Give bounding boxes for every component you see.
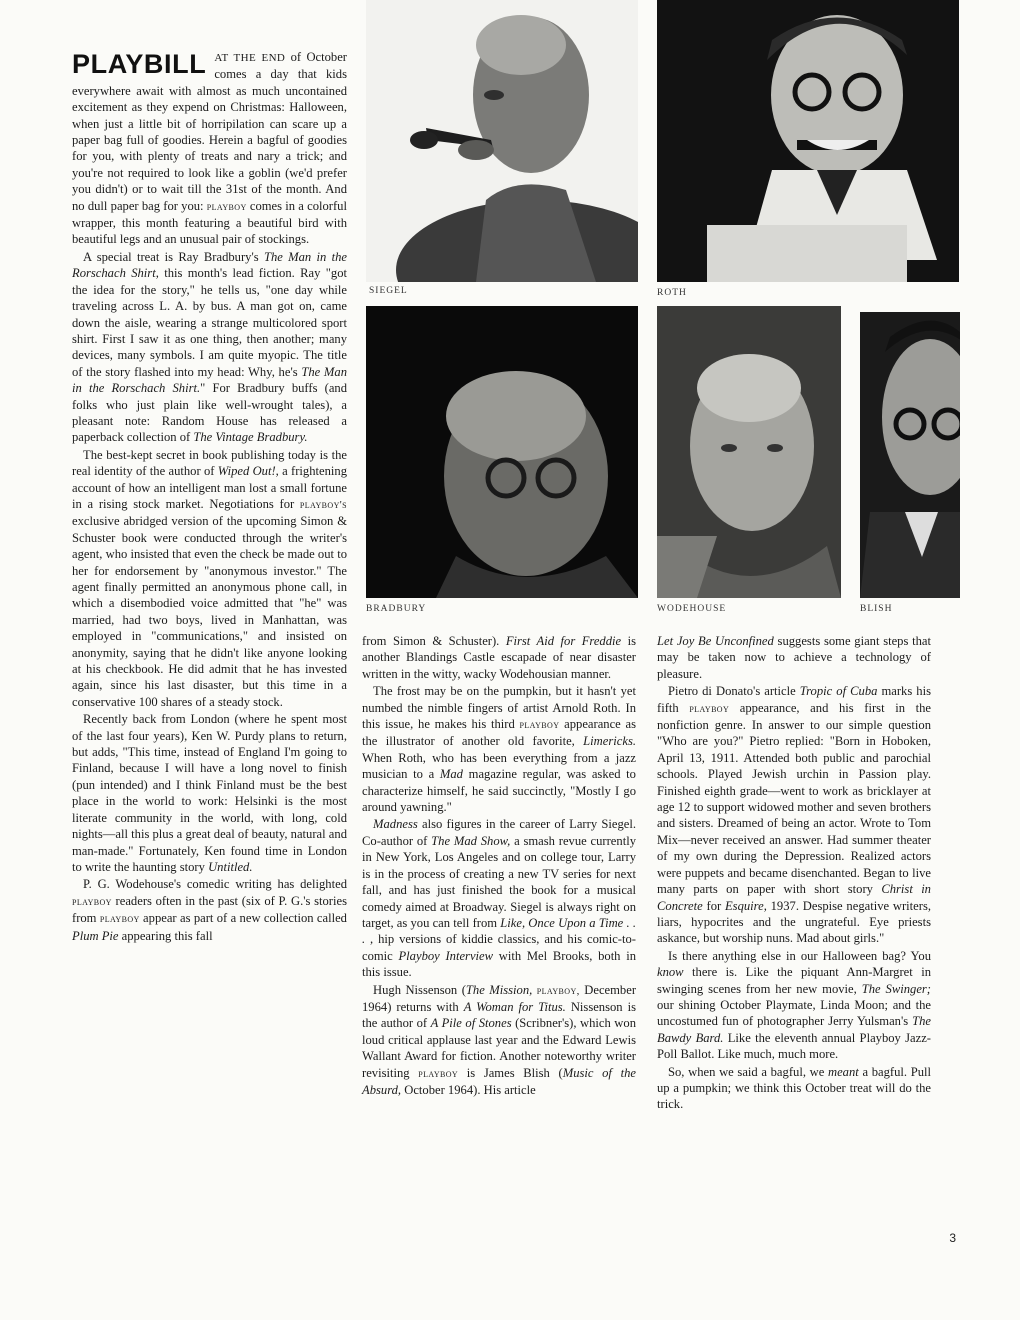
italic-title: The Mad Show, — [431, 833, 511, 848]
body-text: suggests some giant steps that may be taken now to achieve a technology of pleasure. — [657, 634, 931, 681]
body-text: our shining October Playmate, Linda Moon; and the uncostumed fun of photographer Jerry Yulsman's — [657, 997, 931, 1029]
body-text: Like the eleventh annual Playboy Jazz-Poll Ballot. Like much, much more. — [657, 1030, 931, 1062]
page-title: PLAYBILL — [72, 49, 207, 79]
column-left — [72, 49, 347, 944]
body-text: P. G. Wodehouse's comedic writing has delighted — [83, 877, 347, 892]
italic-title: First Aid for Freddie — [505, 634, 622, 648]
small-caps-text: AT THE END — [214, 52, 291, 64]
body-text: magazine regular, was asked to characterize himself, he said succinctly, "Mostly I go around yawning." — [362, 767, 636, 815]
photo-wodehouse — [657, 306, 841, 598]
body-text: The best-kept secret in book publishing today is the real identity of the author of — [72, 447, 347, 479]
para-siegel — [362, 816, 636, 980]
italic-title: meant — [828, 1064, 859, 1079]
photo-siegel — [366, 0, 638, 282]
italic-title: Untitled. — [208, 859, 253, 874]
para-text — [72, 50, 347, 246]
caption-blish: BLISH — [860, 604, 893, 614]
body-text: from Simon & Schuster). — [362, 634, 506, 648]
small-caps-text: playboy — [418, 1067, 459, 1080]
para-wiped-out — [72, 447, 347, 711]
italic-title: Music of the Absurd, — [362, 1065, 636, 1097]
body-text: a bagful. Pull up a pumpkin; we think this October treat will do the trick. — [657, 1064, 932, 1112]
body-text: (Scribner's), which won loud critical applause last year and the Edward Lewis Wallant Award for fiction. Another noteworthy writer revisiting — [362, 1016, 636, 1080]
photo-bradbury — [366, 306, 638, 598]
body-text: A special treat is Ray Bradbury's — [83, 249, 264, 264]
para-wodehouse — [72, 876, 347, 944]
italic-title: The Mission, — [465, 982, 533, 997]
body-text: comes in a colorful wrapper, this month featuring a beautiful bird with beautiful legs and an unusual pair of stockings. — [72, 198, 347, 247]
body-text: there is. Like the piquant Ann-Margret in swinging scenes from her new movie, — [657, 965, 931, 996]
para-closing — [657, 1064, 931, 1113]
italic-title: Madness — [373, 817, 418, 832]
para-roth — [362, 683, 636, 815]
small-caps-text: playboy — [206, 200, 247, 213]
italic-title: Wiped Out!, — [217, 464, 279, 479]
caption-wodehouse: WODEHOUSE — [657, 604, 727, 614]
italic-title: The Vintage Bradbury. — [193, 430, 308, 445]
caption-siegel: SIEGEL — [369, 286, 408, 296]
italic-title: know — [657, 965, 684, 980]
body-text: appear as part of a new collection called — [139, 911, 347, 926]
body-text: Is there anything else in our Halloween bag? You — [668, 948, 931, 963]
body-text: this month's lead fiction. Ray "got the idea for the story," he tells us, "one day while traveling across L. A. by bus. A man got on, came down the aisle, wearing a strange multicolored sport shirt. First I saw it as one thing, then another; many devices, many symbols. I am quite myopic. The title of the story flashed into my head: Why, he's — [72, 266, 347, 379]
small-caps-text: playboy — [689, 702, 730, 715]
body-text: with Mel Brooks, both in this issue. — [362, 948, 636, 980]
italic-title: Mad — [439, 767, 463, 782]
body-text: Recently back from London (where he spent most of the last four years), Ken W. Purdy plans to return, but adds, "This time, instead of England I'm going to Finland, because I will have a long novel to finish (pun intended) and I think Finland must be the best place in the world to work: Helsinki is the most literate community in the world, with long, cold nights—all this plus a great deal of beauty, natural and man-made." Fortunately, Ken found time in London to write the haunting story — [72, 712, 347, 874]
italic-title: Plum Pie — [72, 928, 119, 943]
photo-roth — [657, 0, 959, 282]
italic-title: Like, Once Upon a Time . . . , — [362, 915, 636, 947]
body-text: of October comes a day that kids everywhere await with almost as much uncontained excitement as they expend on Christmas: Halloween, when just a little bit of horripilation can scare up a paper bag full of goodies. Herein a bagful of goodies for you, with plenty of treats and nary a trick; and you're not required to look like a goblin (we'd prefer you didn't) or to wait till the 31st of the month. And no dull paper bag for you: — [72, 50, 348, 213]
italic-title: Let Joy Be Unconfined — [657, 634, 774, 648]
para-halloween-bag — [657, 948, 931, 1063]
body-text: October 1964). His article — [401, 1082, 536, 1097]
body-text: The frost may be on the pumpkin, but it hasn't yet numbed the nimble fingers of artist Arnold Roth. In this issue, he makes his third — [362, 684, 636, 732]
body-text: is James Blish ( — [458, 1065, 563, 1080]
body-text: is another Blandings Castle escapade of near disaster written in the witty, wacky Wodehousian manner. — [362, 634, 636, 681]
small-caps-text: playboy's — [299, 498, 347, 511]
column-right — [657, 633, 931, 1113]
small-caps-text: playboy — [99, 913, 140, 926]
caption-roth: ROTH — [657, 288, 687, 298]
column-middle — [362, 633, 636, 1098]
body-text: " For Bradbury buffs (and folks who just plain like well-wrought tales), a pleasant note: Random House has released a paperback collection of — [72, 381, 348, 445]
body-text: appearing this fall — [118, 928, 213, 943]
page-number: 3 — [949, 1231, 956, 1245]
italic-title: Limericks. — [583, 734, 636, 749]
caption-bradbury: BRADBURY — [366, 604, 427, 614]
para-nissenson — [362, 982, 636, 1099]
body-text: Pietro di Donato's article — [668, 684, 800, 699]
italic-title: A Pile of Stones — [430, 1016, 512, 1031]
body-text: appearance, and his first in the nonfiction genre. In answer to our simple question "Who are you?" Pietro replied: "Born in Hoboken, April 13, 1911. Attended both public and parochial schools. Played Jewish urchin in Passion play. Finished eighth grade—went to work as bricklayer at age 12 to support widowed mother and seven brothers and sisters. Dreamed of being an actor. Wrote to Tom Mix—never received an answer. Had summer theater of my own during the Depression. Realized actors were puppets and became disenchanted. Began to live many parts on paper with short story — [657, 700, 931, 897]
body-text: Nissenson is the author of — [362, 999, 636, 1031]
para-bradbury — [72, 249, 347, 446]
small-caps-text: playboy, — [536, 984, 580, 997]
para-blish-cont — [657, 633, 931, 682]
body-text: a frightening account of how an intelligent man lost a small fortune in a rising stock market. Negotiations for — [72, 464, 347, 511]
italic-title: The Bawdy Bard. — [657, 1014, 931, 1045]
body-text: Hugh Nissenson ( — [373, 982, 466, 997]
para-di-donato — [657, 683, 931, 947]
para-purdy — [72, 711, 347, 875]
body-text: So, when we said a bagful, we — [668, 1064, 828, 1079]
body-text: marks his fifth — [657, 684, 931, 715]
body-text: When Roth, who has been everything from a jazz musician to a — [362, 750, 636, 782]
italic-title: Christ in Concrete — [657, 882, 931, 913]
body-text: for — [702, 898, 725, 913]
body-text: December 1964) returns with — [362, 982, 637, 1014]
body-text: hip versions of kiddie classics, and his comic-to-comic — [362, 932, 636, 963]
para-wodehouse-cont — [362, 633, 636, 682]
photo-blish — [860, 312, 960, 598]
italic-title: Playboy Interview — [398, 948, 494, 963]
body-text: 1937. Despise negative writers, liars, hypocrites and the ungrateful. Eye priests askance, but worship nuns. Mad about girls." — [657, 898, 931, 946]
italic-title: Esquire, — [724, 898, 767, 913]
italic-title: The Man in the Rorschach Shirt, — [72, 249, 347, 281]
intro-paragraph — [72, 49, 347, 248]
body-text: readers often in the past (six of P. G.'s stories from — [72, 893, 347, 926]
body-text: also figures in the career of Larry Siegel. Co-author of — [362, 817, 636, 848]
italic-title: A Woman for Titus. — [463, 999, 566, 1014]
body-text: exclusive abridged version of the upcoming Simon & Schuster book were conducted through the writer's agent, who insisted that even the check be made out to her for endorsement by "anonymous investor." The agent finally permitted an anonymous phone call, in which a disembodied voice admitted that "he" was married, had two boys, lived in Manhattan, was employed in "communications," and insisted on anonymity, saying that he didn't like anyone looking at his checkbook. He did admit that he has invested again, since his last disaster, but this time in a conservative 100 shares of a steady stock. — [72, 514, 347, 709]
small-caps-text: playboy — [72, 895, 112, 908]
italic-title: Tropic of Cuba — [799, 684, 878, 699]
italic-title: The Swinger; — [861, 981, 931, 996]
body-text: a smash revue currently in New York, Los Angeles and on college tour, Larry is in the process of creating a new TV series for next fall, and has just finished the book for a musical comedy aimed at Broadway. Siegel is always right on target, as you can tell from — [362, 833, 636, 930]
italic-title: The Man in the Rorschach Shirt. — [72, 364, 347, 396]
small-caps-text: playboy — [519, 719, 560, 732]
body-text: appearance as the illustrator of another old favorite, — [362, 717, 636, 749]
